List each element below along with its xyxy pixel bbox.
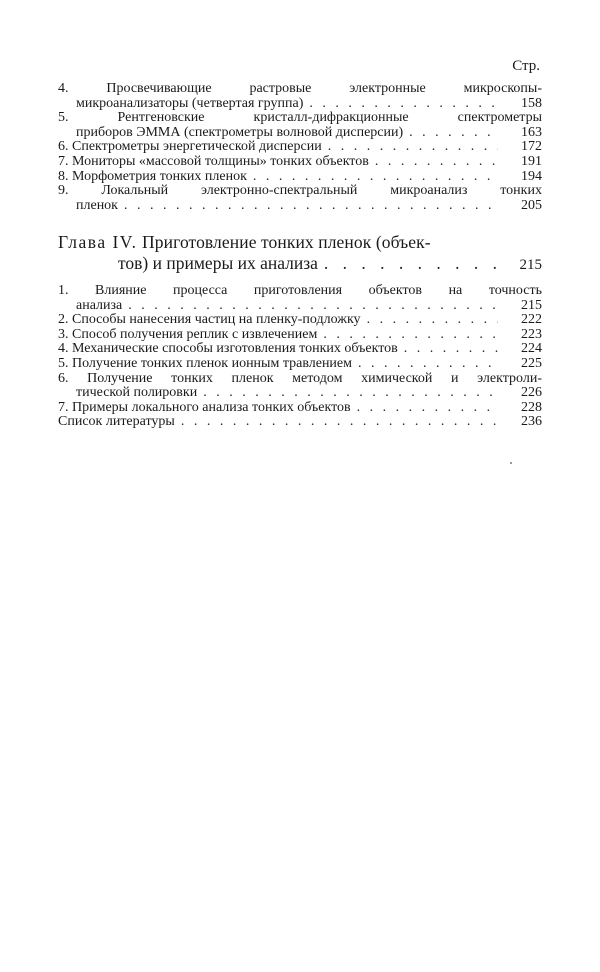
toc-entry-text: 7. Примеры локального анализа тонких объектов (58, 399, 351, 415)
toc-entry-text: 5. Рентгеновские кристалл-дифракционные спектрометры (58, 110, 542, 126)
toc-page-number: 172 (521, 139, 542, 155)
dot-leader (409, 126, 498, 141)
dot-leader (357, 401, 498, 416)
dot-leader (181, 415, 498, 430)
toc-entry (58, 328, 542, 343)
toc-entry (58, 415, 542, 430)
toc-entry-text: 5. Получение тонких пленок ионным травлением (58, 355, 352, 371)
toc-entry (58, 82, 542, 111)
dot-leader (367, 313, 498, 328)
toc-entry-text: 4. Просвечивающие растровые электронные микроскопы- (58, 81, 542, 96)
toc-page-number: 236 (521, 414, 542, 430)
dot-leader (323, 328, 498, 343)
toc-entry-text: 3. Способ получения реплик с извлечением (58, 326, 318, 342)
dot-leader (203, 386, 498, 401)
toc-entry-text: 2. Способы нанесения частиц на пленку-подложку (58, 312, 361, 328)
toc-page-number: 215 (519, 257, 542, 273)
dot-leader (328, 140, 498, 155)
toc-entry-text: 4. Механические способы изготовления тонких объектов (58, 341, 398, 357)
toc-page-number: 225 (521, 355, 542, 371)
dot-leader (128, 299, 498, 314)
toc-entry-text: тической полировки (76, 385, 198, 401)
toc-entry-text: пленок (76, 197, 118, 213)
toc-entry (58, 313, 542, 328)
toc-entry-text: 7. Мониторы «массовой толщины» тонких объектов (58, 153, 369, 169)
dot-leader (358, 357, 498, 372)
chapter-title-continued: тов) и примеры их анализа (118, 253, 318, 273)
chapter-heading (58, 232, 542, 276)
toc-page-number: 224 (521, 341, 542, 357)
toc-entry (58, 284, 542, 313)
toc-entry-text: анализа (76, 297, 123, 313)
toc-entry (58, 111, 542, 140)
toc-page-number: 228 (521, 399, 542, 415)
toc-page-number: 194 (521, 168, 542, 184)
toc-entry (58, 170, 542, 185)
toc-page-number: 223 (521, 326, 542, 342)
toc-entry-text: 6. Получение тонких пленок методом химической и электроли- (58, 370, 542, 386)
toc-entry (58, 401, 542, 416)
toc-entry (58, 155, 542, 170)
toc-section-b (58, 284, 542, 430)
toc-entry (58, 140, 542, 155)
toc-entry-text: Список литературы (58, 414, 175, 430)
toc-page-number: 215 (521, 297, 542, 313)
toc-page-number: 191 (521, 153, 542, 169)
toc-entry-text: 8. Морфометрия тонких пленок (58, 168, 247, 184)
page-column-label: Стр. (512, 58, 540, 74)
toc-page-number: 205 (521, 197, 542, 213)
dot-leader (253, 170, 498, 185)
chapter-label: Глава IV. (58, 232, 138, 252)
toc-entry (58, 372, 542, 401)
toc-page-number: 163 (521, 124, 542, 140)
dot-leader (124, 199, 498, 214)
toc-page-number: 226 (521, 385, 542, 401)
toc-entry-text: 9. Локальный электронно-спектральный микроанализ тонких (58, 183, 542, 199)
print-speck (510, 462, 512, 464)
toc-entry-text: 6. Спектрометры энергетической дисперсии (58, 139, 322, 155)
dot-leader (309, 97, 498, 112)
toc-entry-text: приборов ЭММА (спектрометры волновой дисперсии) (76, 124, 404, 140)
chapter-title: Приготовление тонких пленок (объек- (142, 232, 431, 252)
toc-entry-text: микроанализаторы (четвертая группа) (76, 95, 304, 111)
toc-page-number: 158 (521, 95, 542, 111)
toc-entry (58, 357, 542, 372)
toc-entry (58, 184, 542, 213)
dot-leader (324, 253, 498, 274)
toc-page-number: 222 (521, 312, 542, 328)
dot-leader (375, 155, 498, 170)
dot-leader (404, 342, 498, 357)
toc-entry-text: 1. Влияние процесса приготовления объектов на точность (58, 283, 542, 298)
toc-section-a (58, 82, 542, 213)
toc-entry (58, 342, 542, 357)
